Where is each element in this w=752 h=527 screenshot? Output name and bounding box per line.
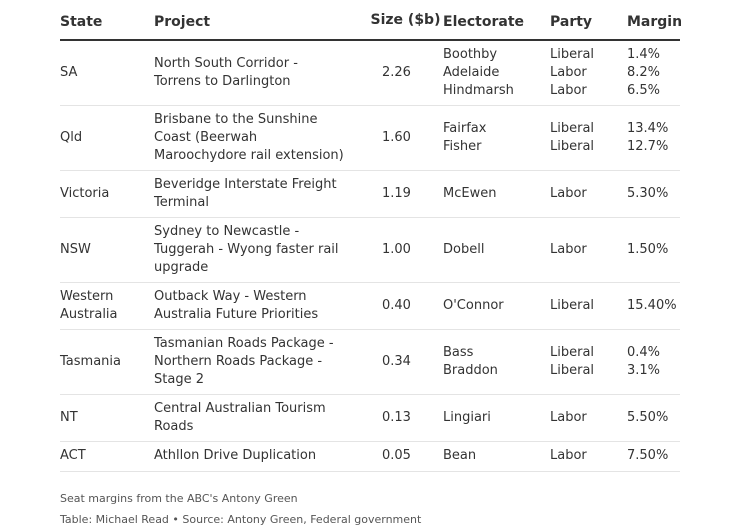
cell-project-line: Roads — [154, 418, 194, 434]
cell-state-line: Tasmania — [60, 353, 121, 369]
cell-project-line: Outback Way - Western — [154, 288, 307, 304]
header-party: Party — [550, 0, 627, 40]
cell-party-line: Liberal — [550, 362, 595, 378]
cell-state — [60, 105, 154, 170]
cell-party-line: Liberal — [550, 138, 595, 154]
cell-project-line: Tasmanian Roads Package - — [154, 335, 334, 351]
cell-party-line: Liberal — [550, 344, 595, 360]
table-row — [60, 170, 680, 217]
cell-project-line: Central Australian Tourism — [154, 400, 326, 416]
cell-party — [550, 40, 627, 105]
cell-size: 0.34 — [368, 329, 443, 394]
cell-state-line: Victoria — [60, 185, 110, 201]
cell-state-line: NT — [60, 409, 78, 425]
cell-state — [60, 329, 154, 394]
cell-state-line: Australia — [60, 306, 118, 322]
infrastructure-table-container — [60, 0, 683, 472]
cell-party — [550, 282, 627, 329]
cell-project-line: Northern Roads Package - — [154, 353, 323, 369]
cell-electorate-line: Bean — [443, 448, 477, 463]
cell-state — [60, 217, 154, 282]
cell-project-line: Australia Future Priorities — [154, 306, 319, 322]
cell-party-line: Liberal — [550, 46, 595, 62]
source-credit: Table: Michael Read • Source: Antony Green, Federal government — [60, 513, 422, 526]
table-row — [60, 217, 680, 282]
cell-electorate-line: Hindmarsh — [443, 82, 514, 98]
cell-party-line: Liberal — [550, 120, 595, 136]
cell-electorate — [443, 329, 550, 394]
cell-margin — [627, 329, 680, 394]
cell-margin-line: 7.50% — [627, 448, 669, 463]
cell-project-line: North South Corridor - — [154, 55, 298, 71]
cell-state-line: Western — [60, 288, 114, 304]
cell-margin — [627, 282, 680, 329]
cell-electorate-line: Fisher — [443, 138, 482, 154]
cell-size: 1.00 — [368, 217, 443, 282]
cell-electorate — [443, 282, 550, 329]
cell-state — [60, 394, 154, 441]
cell-margin-line: 3.1% — [627, 362, 661, 378]
cell-electorate-line: Lingiari — [443, 409, 491, 425]
cell-state — [60, 441, 154, 471]
cell-project — [154, 40, 368, 105]
table-body — [60, 40, 680, 471]
cell-project-line: Brisbane to the Sunshine — [154, 111, 318, 127]
cell-margin — [627, 217, 680, 282]
cell-electorate — [443, 105, 550, 170]
cell-margin-line: 6.5% — [627, 82, 661, 98]
cell-project — [154, 282, 368, 329]
cell-project-line: Tuggerah - Wyong faster rail — [154, 241, 339, 257]
cell-size: 1.19 — [368, 170, 443, 217]
cell-state-line: Qld — [60, 129, 83, 145]
cell-margin-line: 5.50% — [627, 409, 669, 425]
projects-table — [60, 0, 683, 472]
cell-margin — [627, 441, 680, 471]
header-project: Project — [154, 0, 368, 40]
cell-project-line: Torrens to Darlington — [154, 73, 291, 89]
header-size-line1: Size — [370, 12, 404, 28]
cell-project — [154, 170, 368, 217]
header-size-line2: ($b) — [407, 12, 441, 28]
cell-party-line: Labor — [550, 82, 587, 98]
cell-size: 2.26 — [368, 40, 443, 105]
cell-margin-line: 12.7% — [627, 138, 669, 154]
cell-project — [154, 217, 368, 282]
cell-electorate — [443, 40, 550, 105]
cell-state-line: SA — [60, 64, 78, 80]
header-size — [368, 0, 443, 40]
cell-state — [60, 282, 154, 329]
footnote: Seat margins from the ABC's Antony Green — [60, 492, 298, 505]
cell-project — [154, 329, 368, 394]
cell-margin-line: 0.4% — [627, 344, 661, 360]
cell-electorate — [443, 217, 550, 282]
cell-margin-line: 15.40% — [627, 297, 677, 313]
cell-state — [60, 170, 154, 217]
cell-margin — [627, 40, 680, 105]
cell-electorate — [443, 441, 550, 471]
cell-party-line: Liberal — [550, 297, 595, 313]
table-row — [60, 282, 680, 329]
cell-party — [550, 105, 627, 170]
cell-party — [550, 329, 627, 394]
cell-margin — [627, 105, 680, 170]
cell-project-line: Beveridge Interstate Freight — [154, 176, 337, 192]
cell-margin-line: 1.4% — [627, 46, 661, 62]
cell-party — [550, 441, 627, 471]
cell-party-line: Labor — [550, 185, 587, 201]
cell-party-line: Labor — [550, 64, 587, 80]
cell-project-line: Sydney to Newcastle - — [154, 223, 300, 239]
cell-electorate-line: McEwen — [443, 185, 497, 201]
cell-electorate-line: Bass — [443, 344, 474, 360]
cell-electorate-line: Dobell — [443, 241, 485, 257]
cell-electorate — [443, 170, 550, 217]
cell-party — [550, 170, 627, 217]
cell-margin — [627, 394, 680, 441]
cell-party — [550, 217, 627, 282]
table-row — [60, 441, 680, 471]
cell-margin-line: 5.30% — [627, 185, 669, 201]
cell-margin-line: 13.4% — [627, 120, 669, 136]
cell-electorate-line: O'Connor — [443, 297, 504, 313]
cell-project-line: Stage 2 — [154, 371, 204, 387]
table-row — [60, 105, 680, 170]
cell-project-line: Coast (Beerwah — [154, 129, 258, 145]
cell-party-line: Labor — [550, 448, 587, 463]
table-row — [60, 394, 680, 441]
cell-party — [550, 394, 627, 441]
cell-project-line: Athllon Drive Duplication — [154, 448, 317, 463]
cell-electorate-line: Boothby — [443, 46, 498, 62]
cell-electorate-line: Fairfax — [443, 120, 487, 136]
cell-state-line: NSW — [60, 241, 91, 257]
cell-margin — [627, 170, 680, 217]
cell-margin-line: 8.2% — [627, 64, 661, 80]
cell-project — [154, 441, 368, 471]
cell-party-line: Labor — [550, 241, 587, 257]
cell-party-line: Labor — [550, 409, 587, 425]
cell-size: 0.05 — [368, 441, 443, 471]
table-row — [60, 40, 680, 105]
cell-size: 1.60 — [368, 105, 443, 170]
cell-project — [154, 105, 368, 170]
cell-electorate-line: Braddon — [443, 362, 498, 378]
cell-project-line: Terminal — [154, 194, 209, 210]
cell-project — [154, 394, 368, 441]
header-state: State — [60, 0, 154, 40]
cell-size: 0.13 — [368, 394, 443, 441]
cell-state-line: ACT — [60, 448, 86, 463]
cell-size: 0.40 — [368, 282, 443, 329]
header-margin: Margin — [627, 0, 680, 40]
table-row — [60, 329, 680, 394]
cell-electorate — [443, 394, 550, 441]
cell-project-line: Maroochydore rail extension) — [154, 147, 344, 163]
header-row — [60, 0, 680, 40]
cell-project-line: upgrade — [154, 259, 209, 275]
cell-state — [60, 40, 154, 105]
cell-margin-line: 1.50% — [627, 241, 669, 257]
header-electorate: Electorate — [443, 0, 550, 40]
cell-electorate-line: Adelaide — [443, 64, 500, 80]
